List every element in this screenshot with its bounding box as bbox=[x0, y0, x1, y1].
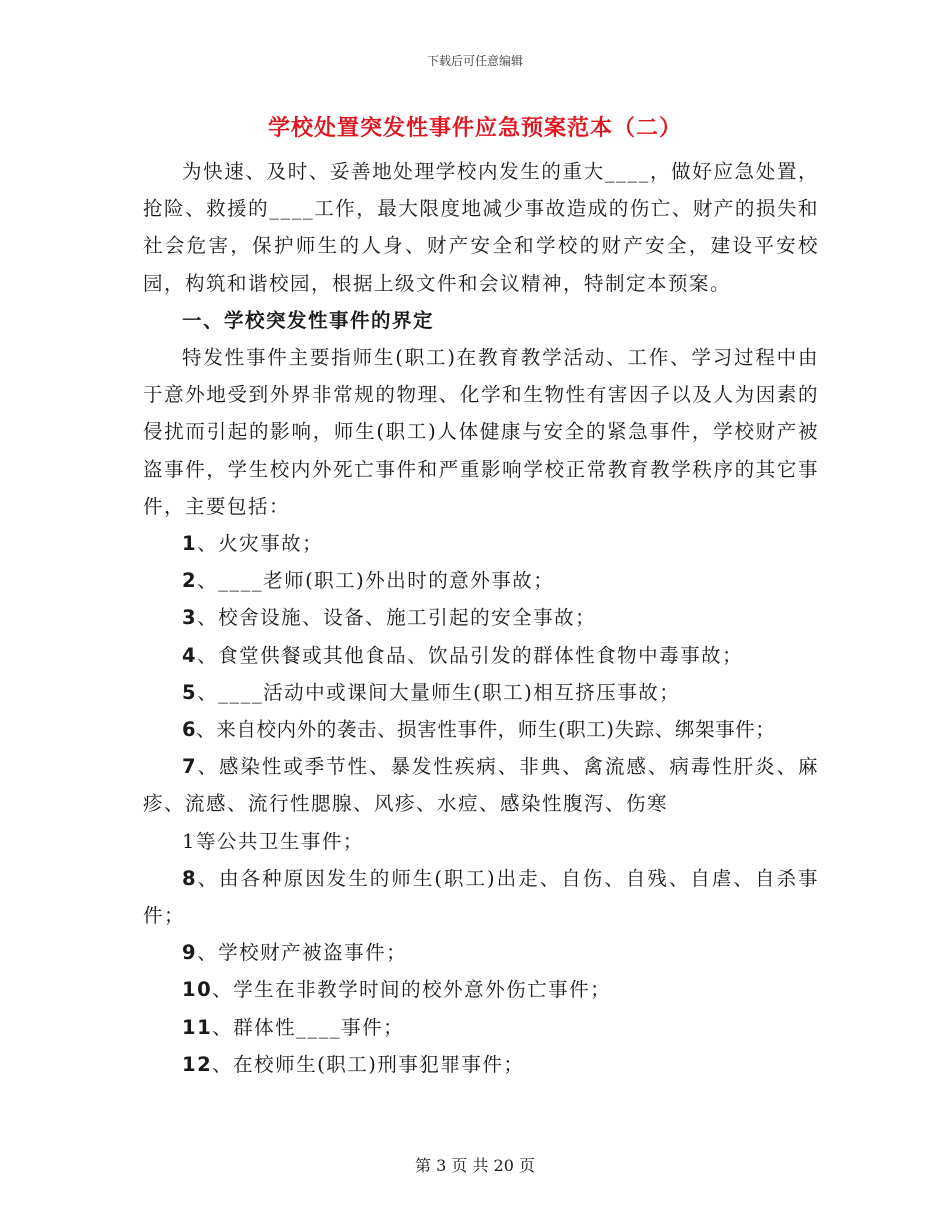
document-title: 学校处置突发性事件应急预案范本（二） bbox=[267, 116, 682, 141]
list-item bbox=[143, 525, 819, 562]
section-heading: 一、学校突发性事件的界定 bbox=[182, 308, 435, 332]
list-item bbox=[143, 637, 819, 674]
list-item bbox=[143, 748, 819, 822]
list-item-number: 11 bbox=[182, 1015, 213, 1039]
list-item bbox=[143, 711, 819, 748]
list-item-number: 6 bbox=[182, 718, 197, 742]
list-item-number: 5 bbox=[182, 680, 198, 704]
list-item-number: 10 bbox=[182, 978, 213, 1002]
list-item-continuation: 1等公共卫生事件； bbox=[182, 829, 364, 853]
page-header-note: 下载后可任意编辑 bbox=[426, 54, 523, 68]
list-item-text: 、来自校内外的袭击、损害性事件，师生(职工)失踪、绑架事件； bbox=[196, 718, 776, 742]
list-item bbox=[143, 1046, 819, 1083]
list-item bbox=[143, 599, 819, 636]
intro-paragraph: 为快速、及时、妥善地处理学校内发生的重大____，做好应急处置，抢险、救援的____工作，最大限度地减少事故造成的伤亡、财产的损失和社会危害，保护师生的人身、财产安全和学校的财产安全，建设平安校园，构筑和谐校园，根据上级文件和会议精神，特制定本预案。 bbox=[143, 160, 819, 295]
list-item-text: 、感染性或季节性、暴发性疾病、非典、禽流感、病毒性肝炎、麻疹、流感、流行性腮腺、风疹、水痘、感染性腹泻、伤寒 bbox=[143, 755, 819, 816]
list-item-text: 、火灾事故； bbox=[197, 532, 324, 556]
list-item bbox=[143, 562, 819, 599]
list-item-text: 、____老师(职工)外出时的意外事故； bbox=[197, 569, 555, 593]
list-item-number: 2 bbox=[182, 569, 198, 593]
list-item-number: 12 bbox=[182, 1052, 213, 1076]
list-item-number: 1 bbox=[182, 532, 198, 556]
document-body bbox=[143, 153, 819, 1083]
list-item-number: 4 bbox=[182, 643, 198, 667]
list-item bbox=[143, 971, 819, 1008]
list-item-number: 8 bbox=[182, 866, 198, 890]
list-item bbox=[143, 674, 819, 711]
list-item-number: 3 bbox=[182, 606, 198, 630]
list-item-number: 9 bbox=[182, 941, 198, 965]
list-item-number: 7 bbox=[182, 755, 198, 779]
section-paragraph: 特发性事件主要指师生(职工)在教育教学活动、工作、学习过程中由于意外地受到外界非常规的物理、化学和生物性有害因子以及人为因素的侵扰而引起的影响，师生(职工)人体健康与安全的紧急事件，学校财产被盗事件，学生校内外死亡事件和严重影响学校正常教育教学秩序的其它事件，主要包括： bbox=[143, 346, 819, 518]
list-item-text: 、群体性____事件； bbox=[212, 1015, 405, 1039]
list-item-text: 、____活动中或课间大量师生(职工)相互挤压事故； bbox=[197, 680, 681, 704]
list-item-text: 、由各种原因发生的师生(职工)出走、自伤、自残、自虐、自杀事件； bbox=[143, 866, 819, 928]
list-item-text: 、学生在非教学时间的校外意外伤亡事件； bbox=[212, 978, 612, 1002]
list-item bbox=[143, 1009, 819, 1046]
list-item-text: 、学校财产被盗事件； bbox=[197, 941, 408, 965]
page-number-footer: 第 3 页 共 20 页 bbox=[415, 1156, 535, 1175]
list-item-text: 、食堂供餐或其他食品、饮品引发的群体性食物中毒事故； bbox=[197, 643, 744, 667]
list-item bbox=[143, 860, 819, 934]
list-item bbox=[143, 934, 819, 971]
list-item-text: 、校舍设施、设备、施工引起的安全事故； bbox=[197, 606, 597, 630]
list-item-text: 、在校师生(职工)刑事犯罪事件； bbox=[212, 1052, 525, 1076]
